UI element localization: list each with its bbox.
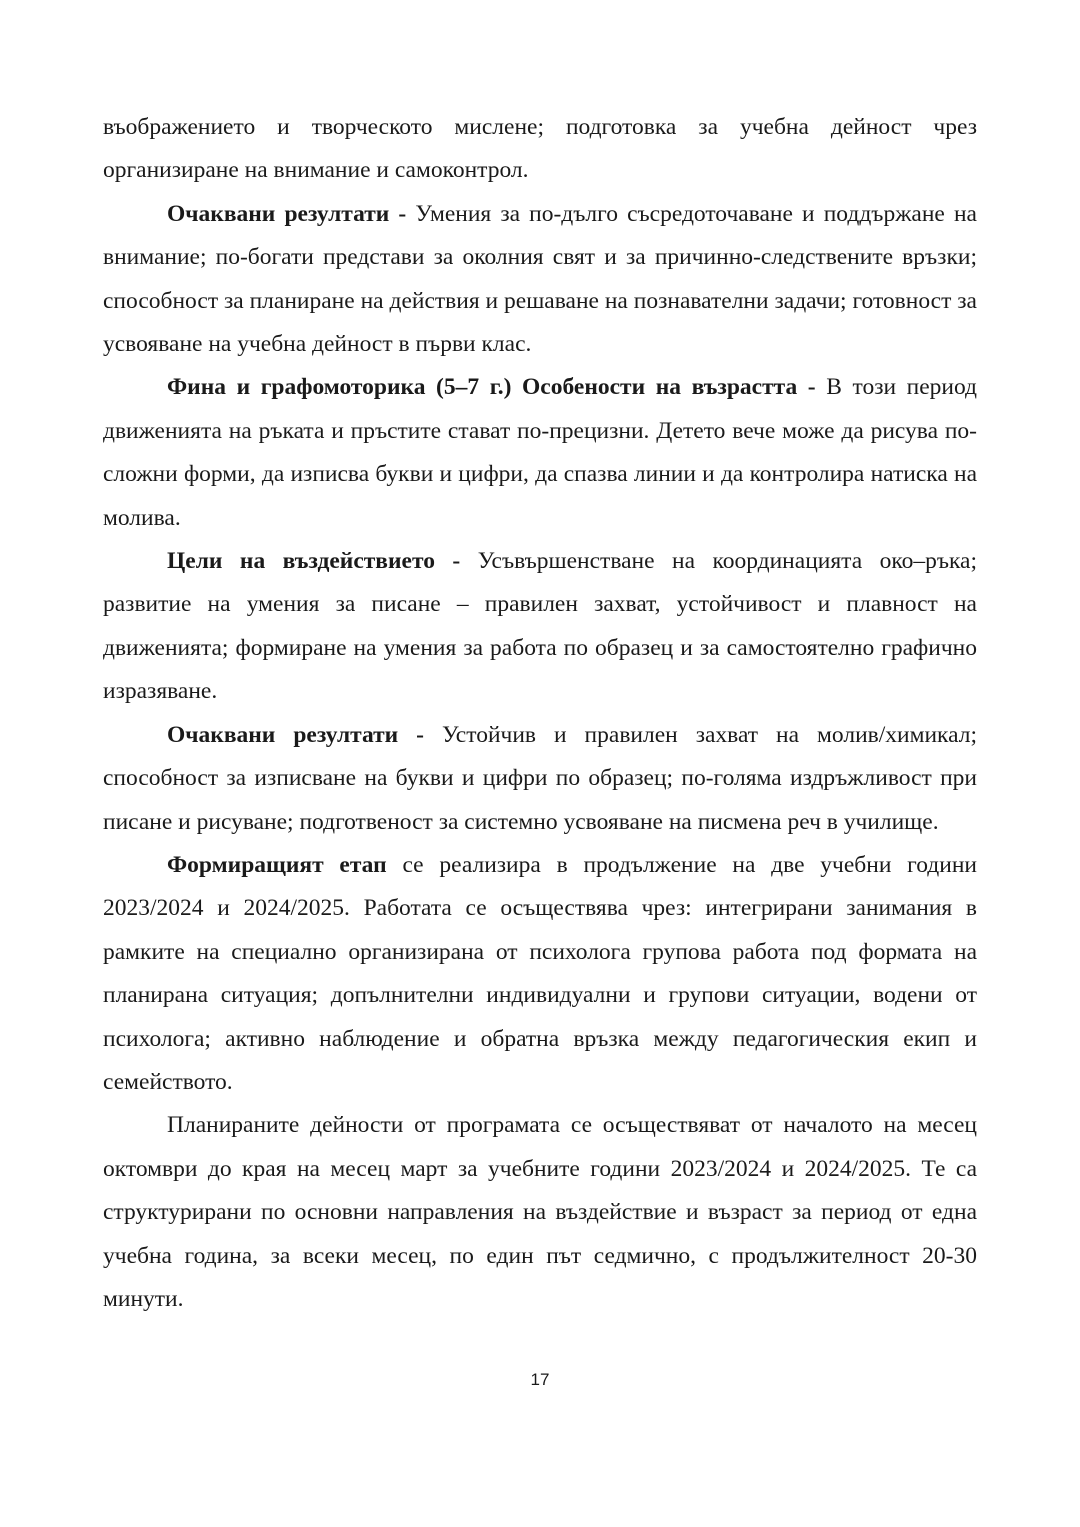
paragraph-text: Умения за по-дълго съсредоточаване и поддържане на внимание; по-богати представи за околния свят и за причинно-следствените връзки; способност за планиране на действия и решаване на познавателни задачи; готовност за усвояване на учебна дейност в първи клас. <box>103 200 977 358</box>
paragraph-continuation <box>103 106 977 193</box>
paragraph-lead: Цели на въздействието - <box>167 548 478 575</box>
paragraph-text: Планираните дейности от програмата се осъществяват от началото на месец октомври до края на месец март за учебните години 2023/2024 и 2024/2025. Те са структурирани по основни направления на въздействие и възраст за период от една учебна година, за всеки месец, по един път седмично, с продължителност 20-30 минути. <box>103 1112 977 1312</box>
paragraph-text: Усъвършенстване на координацията око–ръка; развитие на умения за писане – правилен захват, устойчивост и плавност на движенията; формиране на умения за работа по образец и за самостоятелно графично изразяване. <box>103 548 978 705</box>
paragraph-fine-motor-age <box>103 366 977 540</box>
paragraph-goals <box>103 540 977 714</box>
paragraph-expected-results-1 <box>103 193 977 367</box>
paragraph-text: въображението и творческото мислене; подготовка за учебна дейност чрез организиране на внимание и самоконтрол. <box>103 114 977 184</box>
paragraph-text: се реализира в продължение на две учебни години 2023/2024 и 2024/2025. Работата се осъществява чрез: интегрирани занимания в рамките на специално организирана от психолога групова работа под формата на планирана ситуация; допълнителни индивидуални и групови ситуации, водени от психолога; активно наблюдение и обратна връзка между педагогическия екип и семейството. <box>103 851 977 1095</box>
paragraph-planned-activities <box>103 1104 977 1321</box>
paragraph-lead: Очаквани резултати - <box>167 721 442 748</box>
paragraph-lead: Формиращият етап <box>167 851 403 878</box>
paragraph-lead: Фина и графомоторика (5–7 г.) Особености на възрастта - <box>167 374 827 401</box>
document-body <box>103 106 977 1321</box>
paragraph-text: В този период движенията на ръката и пръстите стават по-прецизни. Детето вече може да рисува по-сложни форми, да изписва букви и цифри, да спазва линии и да контролира натиска на молива. <box>103 374 977 531</box>
paragraph-expected-results-2 <box>103 714 977 844</box>
page-number: 17 <box>530 1370 550 1389</box>
paragraph-lead: Очаквани резултати - <box>167 200 416 227</box>
paragraph-text: Устойчив и правилен захват на молив/химикал; способност за изписване на букви и цифри по образец; по-голяма издръжливост при писане и рисуване; подготвеност за системно усвояване на писмена реч в училище. <box>103 721 977 835</box>
paragraph-formative-stage <box>103 844 977 1104</box>
